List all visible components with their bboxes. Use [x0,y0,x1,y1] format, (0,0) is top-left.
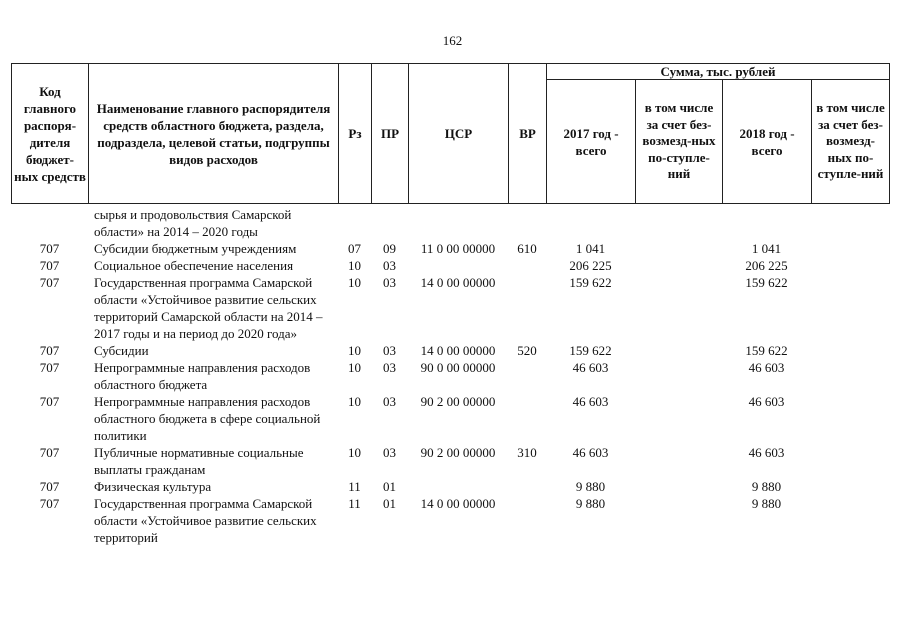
cell-name: Субсидии бюджетным учреждениям [94,241,297,256]
cell-csr [408,257,508,274]
cell-rz: 10 [348,275,361,290]
cell-rz: 11 [348,496,361,511]
cell-pr: 03 [383,445,396,460]
cell-vr: 610 [517,241,537,256]
header-pr: ПР [372,64,409,204]
cell-2018-total: 46 603 [748,445,785,460]
cell-2017-total: 46 603 [572,394,609,409]
cell-2018-total: 159 622 [745,275,788,290]
cell-code: 707 [39,394,60,409]
cell-rz: 10 [348,343,361,358]
cell-pr [371,206,408,240]
cell-rz: 10 [348,394,361,409]
cell-vr: 520 [517,343,537,358]
cell-2018-total: 46 603 [748,360,785,375]
cell-pr: 03 [383,258,396,273]
cell-code: 707 [39,445,60,460]
cell-2017-total: 9 880 [575,479,606,494]
cell-2018-total: 159 622 [745,343,788,358]
cell-csr: 11 0 00 00000 [420,241,496,256]
cell-name: Публичные нормативные социальные выплаты гражданам [94,445,304,477]
cell-2017-total: 159 622 [569,275,612,290]
cell-csr: 14 0 00 00000 [420,343,496,358]
cell-code: 707 [39,343,60,358]
cell-2017-free [635,393,722,444]
header-name: Наименование главного распорядителя средств областного бюджета, раздела, подраздела, целевой статьи, подгруппы видов расходов [89,64,339,204]
header-rz: Рз [339,64,372,204]
cell-2018-free [811,359,889,393]
cell-2017-free [635,206,722,240]
cell-2017-total: 159 622 [569,343,612,358]
cell-2018-free [811,206,889,240]
cell-name: сырья и продовольствия Самарской области» на 2014 – 2020 годы [94,207,292,239]
cell-csr [408,206,508,240]
cell-2017-free [635,495,722,546]
cell-csr: 14 0 00 00000 [420,496,496,511]
cell-2018-free [811,274,889,342]
cell-2017-total: 1 041 [575,241,606,256]
cell-2018-total: 206 225 [745,258,788,273]
cell-2017-total: 46 603 [572,360,609,375]
table-body [11,206,889,546]
cell-name: Непрограммные направления расходов областного бюджета [94,360,311,392]
header-2017-total: 2017 год - всего [547,80,636,204]
cell-name: Социальное обеспечение населения [94,258,294,273]
cell-rz: 10 [348,445,361,460]
cell-2017-free [635,240,722,257]
cell-vr [508,274,546,342]
header-vr: ВР [509,64,547,204]
cell-code: 707 [39,258,60,273]
table-row [11,206,889,240]
header-2017-free: в том числе за счет без-возмезд-ных по-ступле-ний [636,80,723,204]
cell-2018-total: 9 880 [751,496,782,511]
cell-2018-free [811,495,889,546]
cell-csr: 90 2 00 00000 [420,394,496,409]
cell-2017-total: 9 880 [575,496,606,511]
cell-2017-free [635,444,722,478]
cell-code: 707 [39,275,60,290]
cell-pr: 01 [383,496,396,511]
cell-2018-total: 46 603 [748,394,785,409]
cell-2017-free [635,274,722,342]
cell-2018-free [811,240,889,257]
table-row [11,444,889,478]
cell-2018-free [811,444,889,478]
header-code: Код главного распоря-дителя бюджет-ных средств [12,64,89,204]
cell-name: Физическая культура [94,479,212,494]
cell-rz [338,206,371,240]
cell-pr: 03 [383,343,396,358]
cell-rz: 10 [348,360,361,375]
cell-code: 707 [39,360,60,375]
cell-vr: 310 [517,445,537,460]
table-row [11,257,889,274]
cell-csr: 90 0 00 00000 [420,360,496,375]
cell-2017-free [635,257,722,274]
cell-name: Государственная программа Самарской области «Устойчивое развитие сельских территорий Самарской области на 2014 – 2017 годы и на период до 2020 года» [94,275,323,341]
cell-rz: 11 [348,479,361,494]
cell-name: Субсидии [94,343,149,358]
cell-rz: 07 [348,241,361,256]
cell-code: 707 [39,496,60,511]
cell-2017-total: 46 603 [572,445,609,460]
cell-2017-total: 206 225 [569,258,612,273]
cell-vr [508,478,546,495]
cell-name: Непрограммные направления расходов областного бюджета в сфере социальной политики [94,394,321,443]
cell-2018-total: 9 880 [751,479,782,494]
table-row [11,393,889,444]
table-row [11,359,889,393]
cell-code: 707 [39,479,60,494]
cell-vr [508,257,546,274]
cell-rz: 10 [348,258,361,273]
cell-pr: 03 [383,275,396,290]
cell-2018-free [811,393,889,444]
cell-vr [508,359,546,393]
header-csr: ЦСР [409,64,509,204]
page-number: 162 [442,33,463,48]
cell-name: Государственная программа Самарской области «Устойчивое развитие сельских территорий [94,496,317,545]
cell-vr [508,393,546,444]
table-row [11,274,889,342]
cell-csr: 90 2 00 00000 [420,445,496,460]
cell-code: 707 [39,241,60,256]
cell-pr: 03 [383,360,396,375]
cell-pr: 03 [383,394,396,409]
cell-2018-free [811,478,889,495]
cell-csr: 14 0 00 00000 [420,275,496,290]
cell-2018-total [722,206,811,240]
cell-csr [408,478,508,495]
cell-2017-free [635,342,722,359]
table-row [11,478,889,495]
cell-vr [508,495,546,546]
table-row [11,495,889,546]
cell-2018-free [811,342,889,359]
header-2018-total: 2018 год - всего [723,80,812,204]
cell-vr [508,206,546,240]
cell-2018-free [811,257,889,274]
cell-pr: 09 [383,241,396,256]
cell-2018-total: 1 041 [751,241,782,256]
cell-2017-free [635,359,722,393]
header-sum: Сумма, тыс. рублей [547,64,890,80]
table-row [11,240,889,257]
cell-pr: 01 [383,479,396,494]
header-2018-free: в том числе за счет без-возмезд-ных по-ступле-ний [812,80,890,204]
table-row [11,342,889,359]
cell-code [11,206,88,240]
cell-2017-total [546,206,635,240]
table-header [11,63,890,204]
cell-2017-free [635,478,722,495]
